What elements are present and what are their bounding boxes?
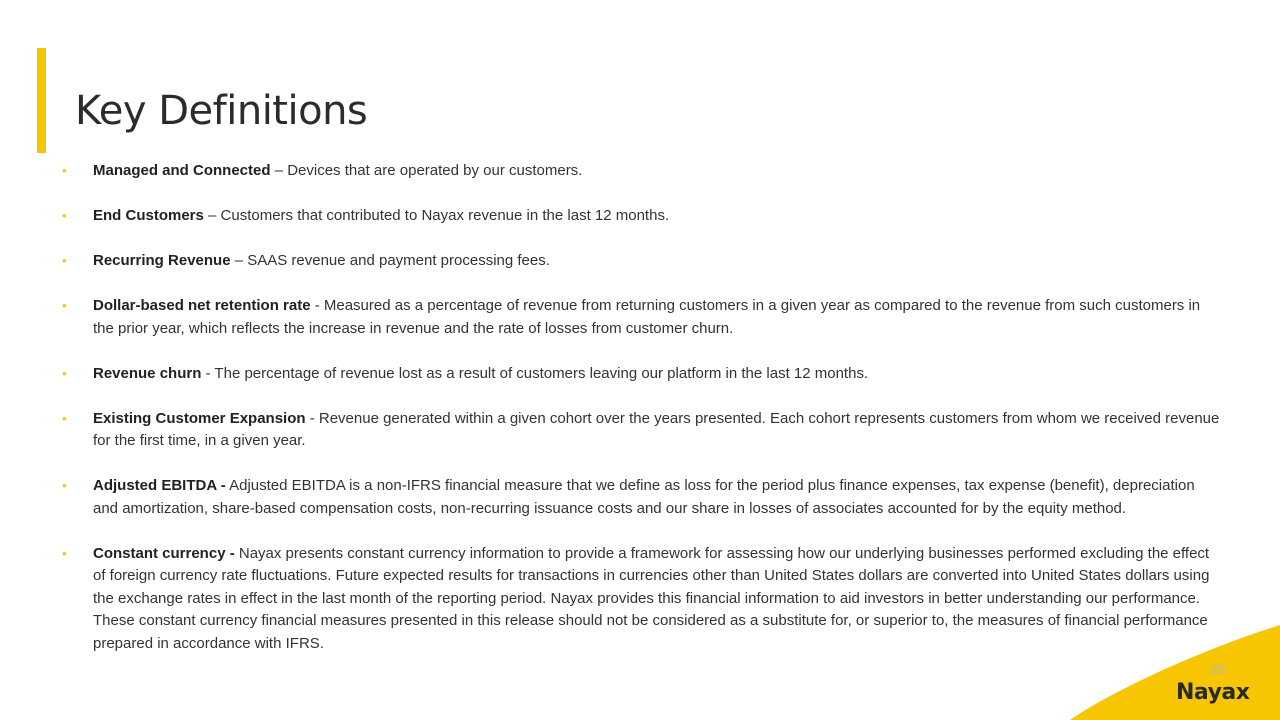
bullet-icon: • [62, 365, 67, 381]
definition-item [60, 363, 1220, 386]
definition-description: Adjusted EBITDA is a non-IFRS financial measure that we define as loss for the period plus finance expenses, tax expense (benefit), depreciation and amortization, share-based compensation costs, non-recurring issuance costs and our share in losses of associates accounted for by the equity method. [93, 477, 1195, 517]
definition-item [60, 250, 1220, 273]
bullet-icon: • [62, 410, 67, 426]
definition-term: End Customers [93, 207, 204, 224]
definition-description: – SAAS revenue and payment processing fees. [230, 252, 550, 269]
definition-term: Revenue churn [93, 364, 202, 382]
definition-term: Existing Customer Expansion [93, 409, 306, 427]
bullet-icon: • [62, 208, 67, 223]
bullet-icon: • [62, 298, 67, 313]
definition-description: – Customers that contributed to Nayax revenue in the last 12 months. [203, 207, 670, 224]
page-number: 26 [1210, 661, 1226, 677]
definition-description: – Devices that are operated by our customers. [270, 162, 583, 179]
definition-term: Managed and Connected [93, 162, 271, 179]
definition-term: Recurring Revenue [93, 252, 231, 269]
definition-description: - Revenue generated within a given cohort over the years presented. Each cohort represents customers from whom we received revenue for the first time, in a given year. [93, 409, 1220, 449]
definition-description: - The percentage of revenue lost as a result of customers leaving our platform in the last 12 months. [201, 364, 869, 382]
definition-term: Adjusted EBITDA - [93, 477, 226, 494]
corner-accent-shape [1070, 620, 1280, 720]
definition-description: Nayax presents constant currency information to provide a framework for assessing how our underlying businesses performed excluding the effect of foreign currency rate fluctuations. Future expected results for transactions in currencies other than United States dollars are converted into United States dollars using the exchange rates in effect in the last month of the reporting period. Nayax provides this financial information to aid investors in better understanding our performance. These constant currency financial measures presented in this release should not be considered as a substitute for, or superior to, the measures of financial performance prepared in accordance with IFRS. [93, 544, 1210, 652]
title-accent-bar [37, 48, 46, 153]
definitions-list [60, 160, 1220, 678]
definition-description: - Measured as a percentage of revenue from returning customers in a given year as compared to the revenue from such customers in the prior year, which reflects the increase in revenue and the rate of losses from customer churn. [93, 297, 1201, 337]
definition-item [60, 295, 1220, 340]
bullet-icon: • [62, 163, 67, 178]
definition-term: Dollar-based net retention rate [93, 297, 311, 314]
definition-item [60, 160, 1220, 183]
definition-item [60, 543, 1220, 656]
definition-item [60, 408, 1220, 453]
definition-term: Constant currency - [93, 544, 235, 562]
bullet-icon: • [62, 478, 67, 493]
definition-item [60, 205, 1220, 228]
bullet-icon: • [62, 545, 67, 561]
definition-item [60, 475, 1220, 520]
nayax-logo: Nayax [1176, 680, 1250, 705]
slide-title: Key Definitions [75, 88, 368, 134]
bullet-icon: • [62, 253, 67, 268]
